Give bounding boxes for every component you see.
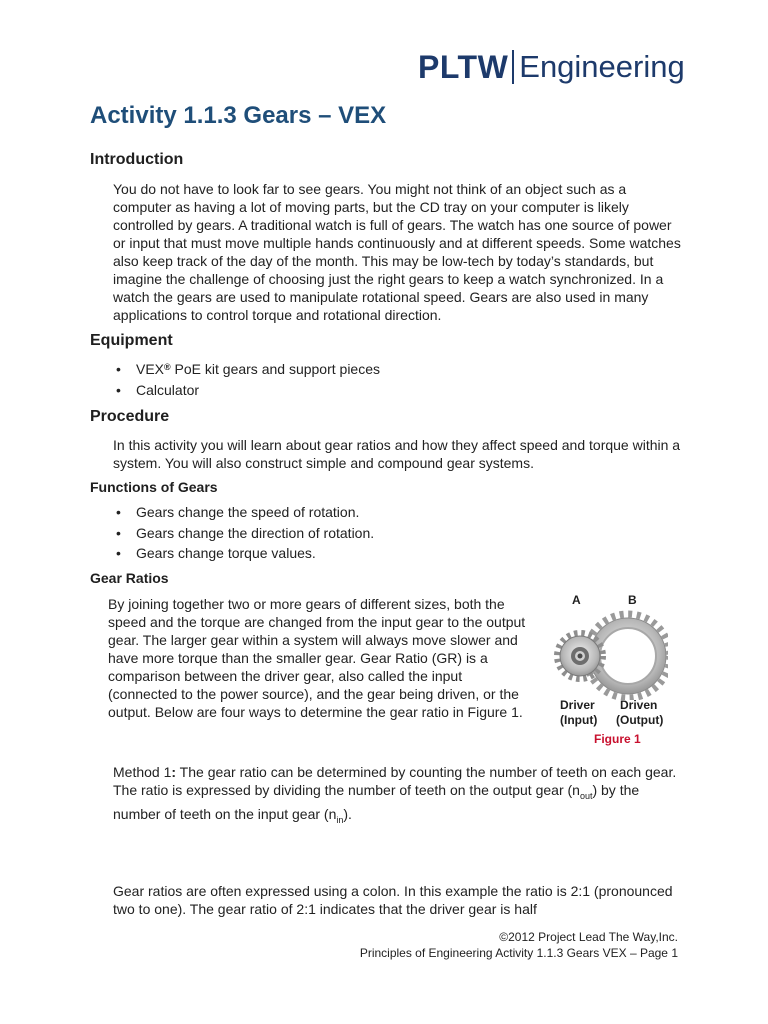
logo-engineering-text: Engineering [519, 49, 685, 84]
logo-divider [512, 50, 514, 84]
page-title: Activity 1.1.3 Gears – VEX [90, 102, 387, 129]
procedure-heading: Procedure [90, 408, 170, 425]
n-out-subscript: out [579, 790, 593, 801]
gears-illustration [552, 608, 668, 700]
gear-a-label: A [572, 593, 581, 607]
driver-gear-icon [557, 633, 603, 679]
driver-label: Driver [560, 698, 595, 712]
footer-course-page: Principles of Engineering Activity 1.1.3 Gears VEX – Page 1 [359, 946, 678, 960]
equipment-heading: Equipment [90, 332, 173, 349]
method-1-text-1: The gear ratio can be determined by counting the number of teeth on each gear. The ratio is expressed by dividing the number of teeth on the output gear (n [113, 764, 677, 798]
introduction-heading: Introduction [90, 151, 184, 168]
method-1-text-2: ) by the number of teeth on the input gear (n [113, 782, 640, 822]
functions-list [113, 503, 374, 565]
method-1-text-3: ). [343, 805, 352, 822]
equipment-item: • Calculator [113, 381, 380, 402]
introduction-body: You do not have to look far to see gears. You might not think of an object such as a computer as having a lot of moving parts, but the CD tray on your computer is likely controlled by gears. A traditional watch is full of gears. The watch has one source of power or input that must move multiple hands continuously and at different speeds. Some watches also keep track of the day of the month. This may be low-tech by today’s standards, but imagine the challenge of choosing just the right gears to keep a watch synchronized. In a watch the gears are used to manipulate rotational speed. Gears are also used in many applications to control torque and rotational direction. [113, 181, 681, 323]
figure-caption: Figure 1 [594, 732, 641, 746]
gear-b-label: B [628, 593, 637, 607]
n-in-subscript: in [336, 814, 344, 825]
gear-ratios-heading: Gear Ratios [90, 570, 169, 586]
equipment-item [113, 360, 380, 381]
gear-ratios-body: By joining together two or more gears of different sizes, both the speed and the torque are changed from the input gear to the output gear. The larger gear within a system will always move slower and have more torque than the smaller gear. Gear Ratio (GR) is a comparison between the driver gear, also called the input (connected to the power source), and the gear being driven, or the output. Below are four ways to determine the gear ratio in Figure 1. [108, 596, 526, 720]
registered-mark: ® [164, 362, 171, 372]
driver-input-label: (Input) [560, 713, 598, 727]
driven-label: Driven [620, 698, 658, 712]
functions-item: • Gears change the direction of rotation. [113, 524, 374, 545]
equipment-item-rest: PoE kit gears and support pieces [170, 361, 380, 377]
equipment-item-vex: VEX [136, 361, 165, 377]
pltw-engineering-logo [418, 48, 685, 86]
functions-item: • Gears change torque values. [113, 544, 374, 565]
functions-item: • Gears change the speed of rotation. [113, 503, 374, 524]
footer-copyright: ©2012 Project Lead The Way,Inc. [499, 930, 678, 944]
figure-1-gears [552, 590, 668, 750]
procedure-body: In this activity you will learn about gear ratios and how they affect speed and torque within a system. You will also construct simple and compound gear systems. [113, 437, 681, 471]
gear-ratio-colon-paragraph: Gear ratios are often expressed using a colon. In this example the ratio is 2:1 (pronounced two to one). The gear ratio of 2:1 indicates that the driver gear is half [113, 883, 673, 917]
driven-output-label: (Output) [616, 713, 664, 727]
functions-heading: Functions of Gears [90, 479, 218, 495]
method-1-colon: : [171, 764, 177, 780]
equipment-list [113, 360, 380, 401]
method-1-label: Method 1 [113, 764, 172, 780]
logo-pltw-text: PLTW [418, 48, 509, 85]
method-1-paragraph [113, 763, 685, 829]
